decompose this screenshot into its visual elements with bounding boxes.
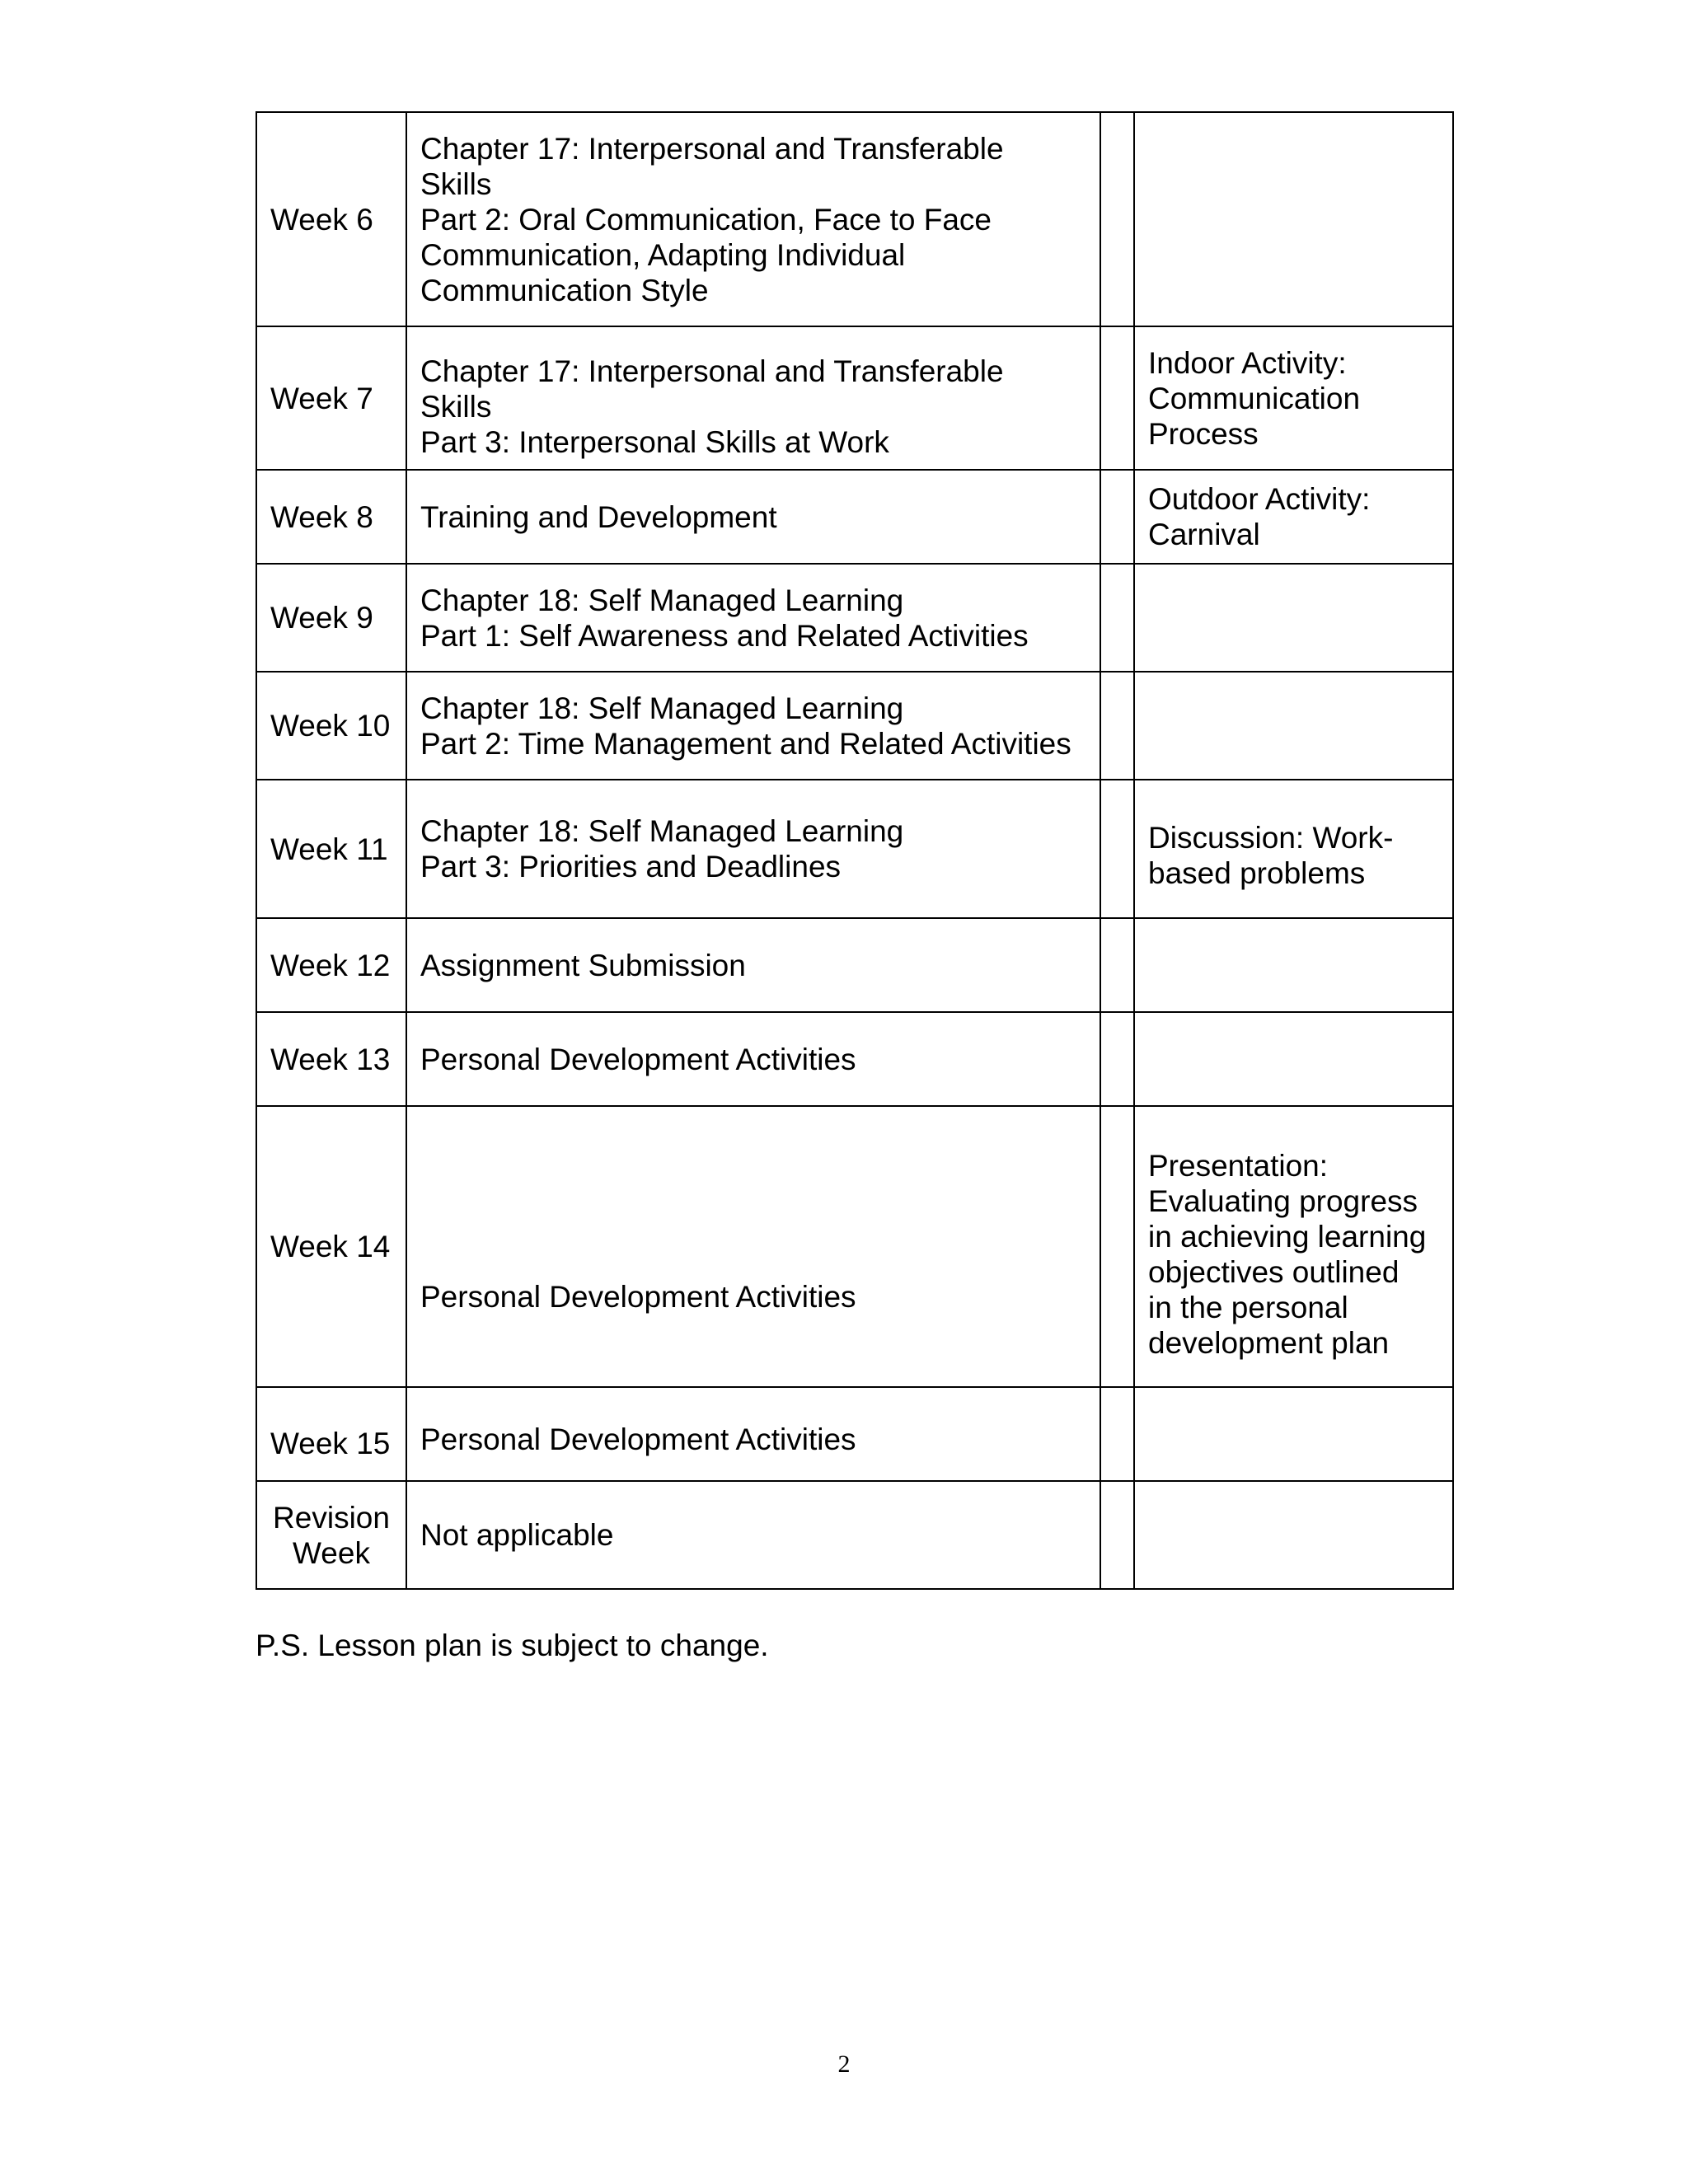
table-row — [256, 326, 1453, 470]
activity-line: development plan — [1148, 1325, 1390, 1360]
week-cell: Week 6 — [256, 112, 406, 326]
blank-cell — [1100, 112, 1134, 326]
week-line: Revision — [273, 1500, 390, 1535]
page-number: 2 — [837, 2050, 851, 2078]
activity-line: Communication — [1148, 381, 1361, 415]
topic-line: Communication Style — [420, 273, 709, 307]
topic-line: Not applicable — [420, 1518, 614, 1552]
week-cell — [256, 1481, 406, 1589]
activity-line: Discussion: Work- — [1148, 820, 1394, 855]
table-row — [256, 780, 1453, 918]
table-row — [256, 564, 1453, 672]
week-cell: Week 14 — [256, 1106, 406, 1387]
topic-cell — [406, 564, 1100, 672]
activity-cell — [1134, 918, 1453, 1012]
topic-line: Chapter 17: Interpersonal and Transferable — [420, 354, 1004, 388]
topic-cell — [406, 326, 1100, 470]
topic-line: Assignment Submission — [420, 948, 746, 982]
topic-line: Part 1: Self Awareness and Related Activities — [420, 618, 1029, 653]
blank-cell — [1100, 1106, 1134, 1387]
blank-cell — [1100, 326, 1134, 470]
week-cell: Week 13 — [256, 1012, 406, 1106]
topic-line: Chapter 18: Self Managed Learning — [420, 583, 904, 617]
lesson-plan-table — [256, 111, 1454, 1590]
week-cell: Week 9 — [256, 564, 406, 672]
topic-line: Part 3: Interpersonal Skills at Work — [420, 425, 889, 459]
table-row — [256, 1387, 1453, 1481]
topic-line: Personal Development Activities — [420, 1422, 856, 1456]
week-cell: Week 12 — [256, 918, 406, 1012]
table-row — [256, 112, 1453, 326]
activity-cell — [1134, 780, 1453, 918]
activity-line: Process — [1148, 416, 1259, 451]
activity-line: Carnival — [1148, 518, 1260, 551]
topic-line: Chapter 18: Self Managed Learning — [420, 691, 904, 725]
activity-line: Indoor Activity: — [1148, 345, 1347, 380]
activity-line: based problems — [1148, 855, 1366, 890]
activity-cell — [1134, 672, 1453, 780]
table-row — [256, 1012, 1453, 1106]
activity-cell — [1134, 1106, 1453, 1387]
topic-cell — [406, 112, 1100, 326]
table-row — [256, 470, 1453, 564]
topic-line: Part 3: Priorities and Deadlines — [420, 850, 842, 883]
table-row — [256, 1481, 1453, 1589]
activity-line: Presentation: — [1148, 1148, 1329, 1183]
week-cell: Week 7 — [256, 326, 406, 470]
activity-line: Outdoor Activity: — [1148, 482, 1371, 516]
topic-line: Skills — [420, 390, 492, 424]
topic-line: Personal Development Activities — [420, 1280, 856, 1314]
blank-cell — [1100, 918, 1134, 1012]
topic-cell — [406, 470, 1100, 564]
blank-cell — [1100, 1481, 1134, 1589]
activity-line: objectives outlined — [1148, 1254, 1400, 1289]
week-cell: Week 11 — [256, 780, 406, 918]
activity-line: in the personal — [1148, 1290, 1348, 1324]
topic-cell — [406, 1481, 1100, 1589]
activity-cell — [1134, 1012, 1453, 1106]
activity-cell — [1134, 470, 1453, 564]
week-cell: Week 8 — [256, 470, 406, 564]
week-cell: Week 10 — [256, 672, 406, 780]
topic-cell — [406, 780, 1100, 918]
activity-cell — [1134, 564, 1453, 672]
week-cell: Week 15 — [256, 1387, 406, 1481]
topic-cell — [406, 918, 1100, 1012]
topic-line: Training and Development — [420, 499, 777, 534]
activity-cell — [1134, 1481, 1453, 1589]
activity-line: in achieving learning — [1148, 1219, 1427, 1254]
footnote: P.S. Lesson plan is subject to change. — [256, 1629, 769, 1662]
topic-line: Part 2: Oral Communication, Face to Face — [420, 202, 992, 237]
blank-cell — [1100, 564, 1134, 672]
topic-cell — [406, 672, 1100, 780]
topic-line: Personal Development Activities — [420, 1042, 856, 1076]
topic-line: Skills — [420, 166, 492, 201]
blank-cell — [1100, 470, 1134, 564]
activity-line: Evaluating progress — [1148, 1183, 1418, 1218]
blank-cell — [1100, 1387, 1134, 1481]
activity-cell — [1134, 112, 1453, 326]
table-row — [256, 672, 1453, 780]
week-line: Week — [293, 1535, 370, 1570]
blank-cell — [1100, 1012, 1134, 1106]
topic-cell — [406, 1106, 1100, 1387]
topic-cell — [406, 1387, 1100, 1481]
table-row — [256, 1106, 1453, 1387]
topic-cell — [406, 1012, 1100, 1106]
activity-cell — [1134, 326, 1453, 470]
topic-line: Chapter 18: Self Managed Learning — [420, 814, 904, 848]
topic-line: Part 2: Time Management and Related Activities — [420, 726, 1071, 761]
blank-cell — [1100, 672, 1134, 780]
topic-line: Communication, Adapting Individual — [420, 237, 906, 272]
blank-cell — [1100, 780, 1134, 918]
topic-line: Chapter 17: Interpersonal and Transferable — [420, 131, 1004, 166]
activity-cell — [1134, 1387, 1453, 1481]
table-row — [256, 918, 1453, 1012]
